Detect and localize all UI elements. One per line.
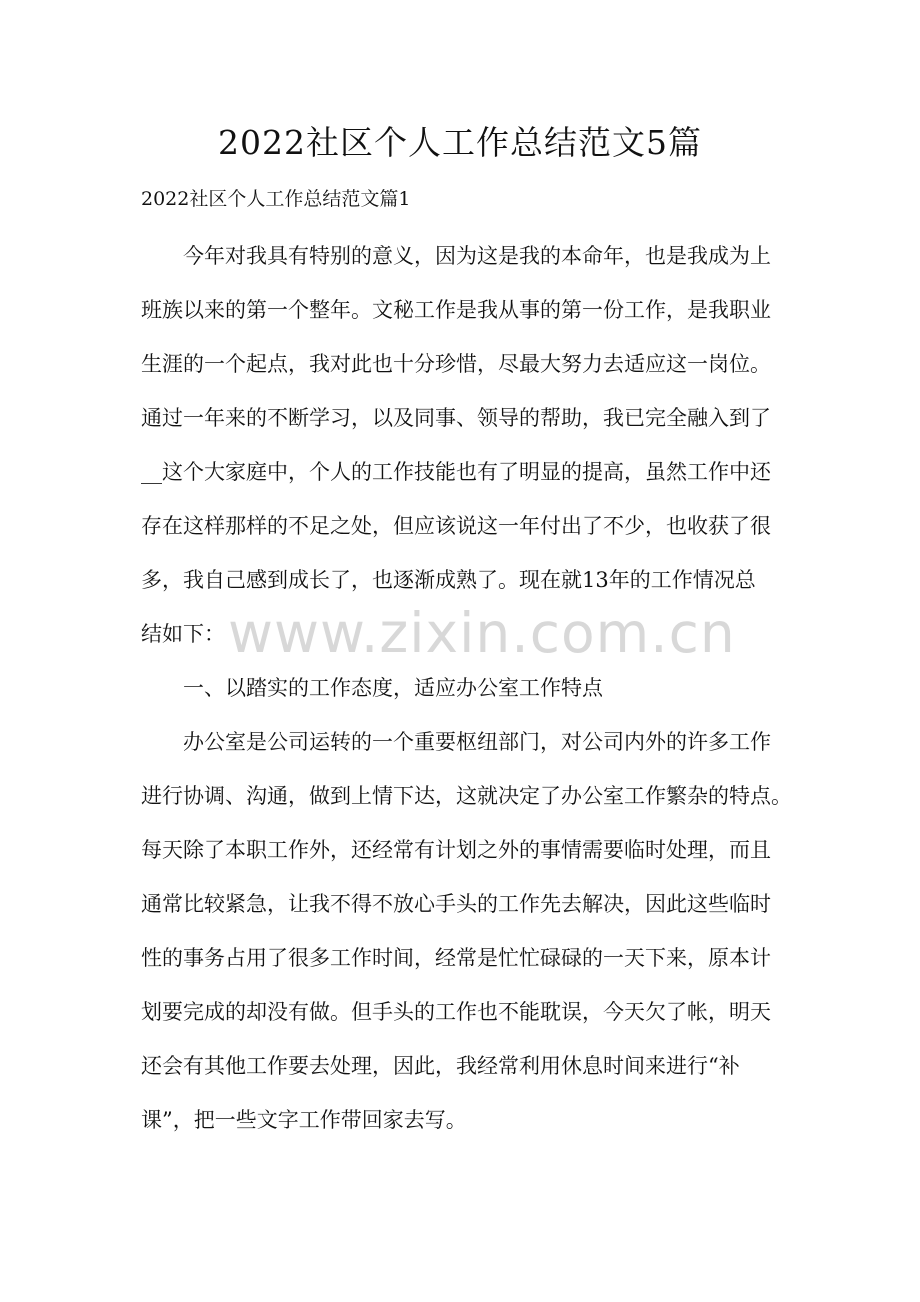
- text-line: 生涯的一个起点，我对此也十分珍惜，尽最大努力去适应这一岗位。: [141, 352, 771, 376]
- text-line: 通常比较紧急，让我不得不放心手头的工作先去解决，因此这些临时: [141, 892, 771, 916]
- text-line: 进行协调、沟通，做到上情下达，这就决定了办公室工作繁杂的特点。: [141, 784, 792, 808]
- text-line: 今年对我具有特别的意义，因为这是我的本命年，也是我成为上: [183, 244, 771, 268]
- text-line: 通过一年来的不断学习，以及同事、领导的帮助，我已完全融入到了: [141, 406, 771, 430]
- watermark: www.zixin.com.cn: [228, 601, 736, 665]
- text-line: 划要完成的却没有做。但手头的工作也不能耽误，今天欠了帐，明天: [141, 1000, 771, 1024]
- text-line: 还会有其他工作要去处理，因此，我经常利用休息时间来进行“补: [141, 1054, 740, 1078]
- text-line: 性的事务占用了很多工作时间，经常是忙忙碌碌的一天下来，原本计: [141, 946, 771, 970]
- text-line: 存在这样那样的不足之处，但应该说这一年付出了不少，也收获了很: [141, 514, 771, 538]
- text-line: 结如下：: [141, 622, 225, 646]
- text-line: 多，我自己感到成长了，也逐渐成熟了。现在就13年的工作情况总: [141, 568, 756, 592]
- text-line: 办公室是公司运转的一个重要枢纽部门，对公司内外的许多工作: [183, 730, 771, 754]
- text-line: 班族以来的第一个整年。文秘工作是我从事的第一份工作，是我职业: [141, 298, 771, 322]
- text-line: __这个大家庭中，个人的工作技能也有了明显的提高，虽然工作中还: [141, 460, 771, 484]
- document-title: 2022社区个人工作总结范文5篇: [218, 123, 702, 162]
- section-heading: 2022社区个人工作总结范文篇1: [141, 188, 411, 210]
- text-line: 课”，把一些文字工作带回家去写。: [141, 1108, 467, 1132]
- subheading-line: 一、以踏实的工作态度，适应办公室工作特点: [183, 676, 603, 700]
- text-line: 每天除了本职工作外，还经常有计划之外的事情需要临时处理，而且: [141, 838, 771, 862]
